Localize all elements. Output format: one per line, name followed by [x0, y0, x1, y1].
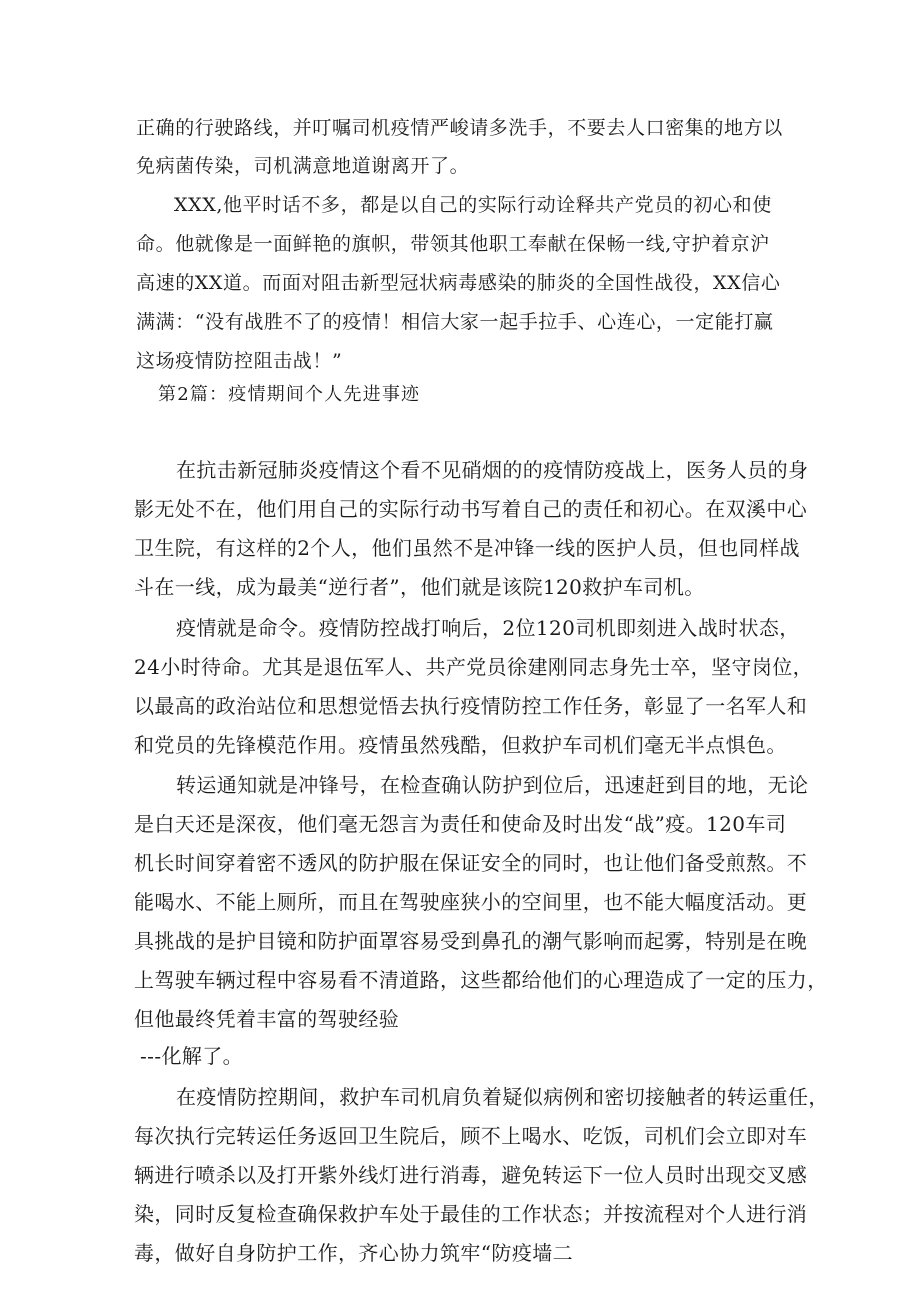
paragraph-line: 转运通知就是冲锋号，在检查确认防护到位后，迅速赶到目的地，无论	[176, 773, 809, 797]
paragraph-line: 24小时待命。尤其是退伍军人、共产党员徐建刚同志身先士卒，坚守岗位，	[134, 655, 814, 679]
paragraph-line: 这场疫情防控阻击战！”	[136, 350, 343, 372]
paragraph-line: 免病菌传染，司机满意地道谢离开了。	[136, 155, 470, 177]
paragraph-line: 疫情就是命令。疫情防控战打响后，2位120司机即刻进入战时状态，	[176, 616, 800, 640]
paragraph-line: 但他最终凭着丰富的驾驶经验	[134, 1007, 400, 1031]
paragraph-line: 卫生院，有这样的2个人，他们虽然不是冲锋一线的医护人员，但也同样战	[134, 536, 800, 560]
paragraph-line: 影无处不在，他们用自己的实际行动书写着自己的责任和初心。在双溪中心	[134, 497, 808, 521]
paragraph-line: 机长时间穿着密不透风的防护服在保证安全的同时，也让他们备受煎熬。不	[134, 851, 808, 875]
paragraph-line: 满满：“没有战胜不了的疫情！相信大家一起手拉手、心连心，一定能打赢	[136, 311, 774, 333]
paragraph-line: 上驾驶车辆过程中容易看不清道路，这些都给他们的心理造成了一定的压力，	[134, 968, 828, 992]
section-heading: 第2篇：疫情期间个人先进事迹	[158, 384, 421, 405]
paragraph-line: 能喝水、不能上厕所，而且在驾驶座狭小的空间里，也不能大幅度活动。更	[134, 890, 808, 914]
paragraph-line: XXX,他平时话不多，都是以自己的实际行动诠释共产党员的初心和使	[174, 194, 772, 216]
paragraph-line: 在疫情防控期间，救护车司机肩负着疑似病例和密切接触者的转运重任，	[176, 1085, 829, 1109]
paragraph-line: 具挑战的是护目镜和防护面罩容易受到鼻孔的潮气影响而起雾，特别是在晚	[134, 929, 808, 953]
paragraph-line: 辆进行喷杀以及打开紫外线灯进行消毒，避免转运下一位人员时出现交叉感	[134, 1163, 808, 1187]
paragraph-line: 命。他就像是一面鲜艳的旗帜，带领其他职工奉献在保畅一线,守护着京沪	[136, 233, 770, 255]
paragraph-line: 染，同时反复检查确保救护车处于最佳的工作状态；并按流程对个人进行消	[134, 1202, 808, 1226]
paragraph-line: 是白天还是深夜，他们毫无怨言为责任和使命及时出发“战”疫。120车司	[134, 812, 787, 836]
paragraph-line: ---化解了。	[140, 1044, 244, 1068]
paragraph-line: 斗在一线，成为最美“逆行者”，他们就是该院120救护车司机。	[134, 575, 705, 599]
paragraph-line: 每次执行完转运任务返回卫生院后，顾不上喝水、吃饭，司机们会立即对车	[134, 1124, 808, 1148]
paragraph-line: 以最高的政治站位和思想觉悟去执行疫情防控工作任务，彰显了一名军人和	[134, 694, 808, 718]
paragraph-line: 和党员的先锋模范作用。疫情虽然残酷，但救护车司机们毫无半点惧色。	[134, 733, 787, 757]
paragraph-line: 在抗击新冠肺炎疫情这个看不见硝烟的的疫情防疫战上，医务人员的身	[176, 458, 809, 482]
paragraph-line: 高速的XX道。而面对阻击新型冠状病毒感染的肺炎的全国性战役，XX信心	[136, 272, 781, 294]
paragraph-line: 毒，做好自身防护工作，齐心协力筑牢“防疫墙二	[134, 1241, 574, 1265]
paragraph-line: 正确的行驶路线，并叮嘱司机疫情严峻请多洗手，不要去人口密集的地方以	[136, 117, 783, 139]
